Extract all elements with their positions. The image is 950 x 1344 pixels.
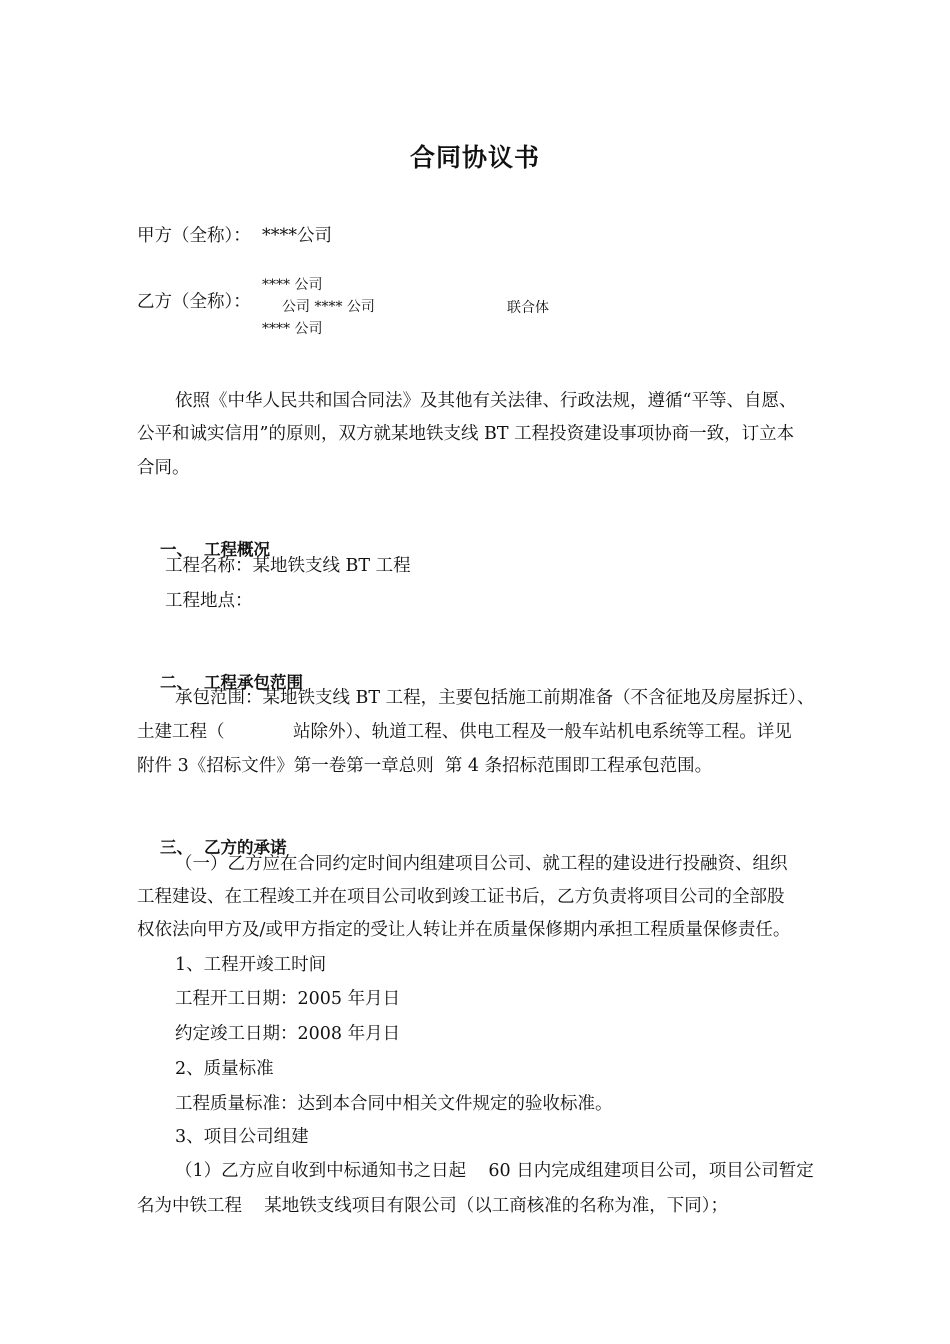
project-name-line: 工程名称：某地铁支线 BT 工程 bbox=[165, 556, 411, 576]
party-a-label: 甲方（全称）： bbox=[137, 226, 251, 246]
scope-line-2a: 土建工程（ bbox=[137, 722, 225, 742]
scope-line-1: 承包范围：某地铁支线 BT 工程，主要包括施工前期准备（不含征地及房屋拆迁）、 bbox=[175, 688, 815, 708]
intro-line-1: 依照《中华人民共和国合同法》及其他有关法律、行政法规，遵循“平等、自愿、 bbox=[175, 391, 797, 411]
item-3-heading: 3、项目公司组建 bbox=[175, 1127, 309, 1147]
commitment-line-1: （一）乙方应在合同约定时间内组建项目公司、就工程的建设进行投融资、组织 bbox=[175, 854, 788, 874]
section-2-number: 二、 bbox=[159, 672, 193, 692]
party-b-company-2: 公司 **** 公司 bbox=[282, 299, 375, 315]
intro-line-2: 公平和诚实信用”的原则，双方就某地铁支线 BT 工程投资建设事项协商一致，订立本 bbox=[137, 424, 795, 444]
company-formation-line-2: 名为中铁工程 某地铁支线项目有限公司（以工商核准的名称为准，下同）； bbox=[137, 1196, 728, 1216]
commitment-line-2: 工程建设、在工程竣工并在项目公司收到竣工证书后，乙方负责将项目公司的全部股 bbox=[137, 887, 785, 907]
section-2-title: 工程承包范围 bbox=[203, 672, 303, 692]
item-2-heading: 2、质量标准 bbox=[175, 1059, 274, 1079]
party-b-company-1: **** 公司 bbox=[262, 277, 323, 293]
party-a-value: ****公司 bbox=[262, 226, 332, 246]
start-date-line: 工程开工日期：2005 年月日 bbox=[175, 989, 401, 1009]
party-b-label: 乙方（全称）： bbox=[137, 292, 251, 312]
section-3-title: 乙方的承诺 bbox=[203, 837, 287, 857]
section-3-number: 三、 bbox=[159, 837, 193, 857]
scope-line-2b: 站除外）、轨道工程、供电工程及一般车站机电系统等工程。详见 bbox=[293, 722, 792, 742]
party-b-consortium: 联合体 bbox=[507, 300, 549, 316]
company-formation-line-1: （1）乙方应自收到中标通知书之日起 60 日内完成组建项目公司，项目公司暂定 bbox=[175, 1161, 814, 1181]
item-1-heading: 1、工程开竣工时间 bbox=[175, 955, 327, 975]
scope-line-3: 附件 3《招标文件》第一卷第一章总则 第 4 条招标范围即工程承包范围。 bbox=[137, 756, 713, 776]
document-title: 合同协议书 bbox=[409, 143, 540, 172]
project-location-line: 工程地点： bbox=[165, 591, 253, 611]
commitment-line-3: 权依法向甲方及/或甲方指定的受让人转让并在质量保修期内承担工程质量保修责任。 bbox=[137, 920, 791, 940]
end-date-line: 约定竣工日期：2008 年月日 bbox=[175, 1024, 401, 1044]
intro-line-3: 合同。 bbox=[137, 458, 190, 478]
section-1-title: 工程概况 bbox=[203, 539, 270, 559]
quality-standard-line: 工程质量标准：达到本合同中相关文件规定的验收标准。 bbox=[175, 1094, 613, 1114]
section-1-number: 一、 bbox=[159, 539, 193, 559]
party-b-company-3: **** 公司 bbox=[262, 321, 323, 337]
